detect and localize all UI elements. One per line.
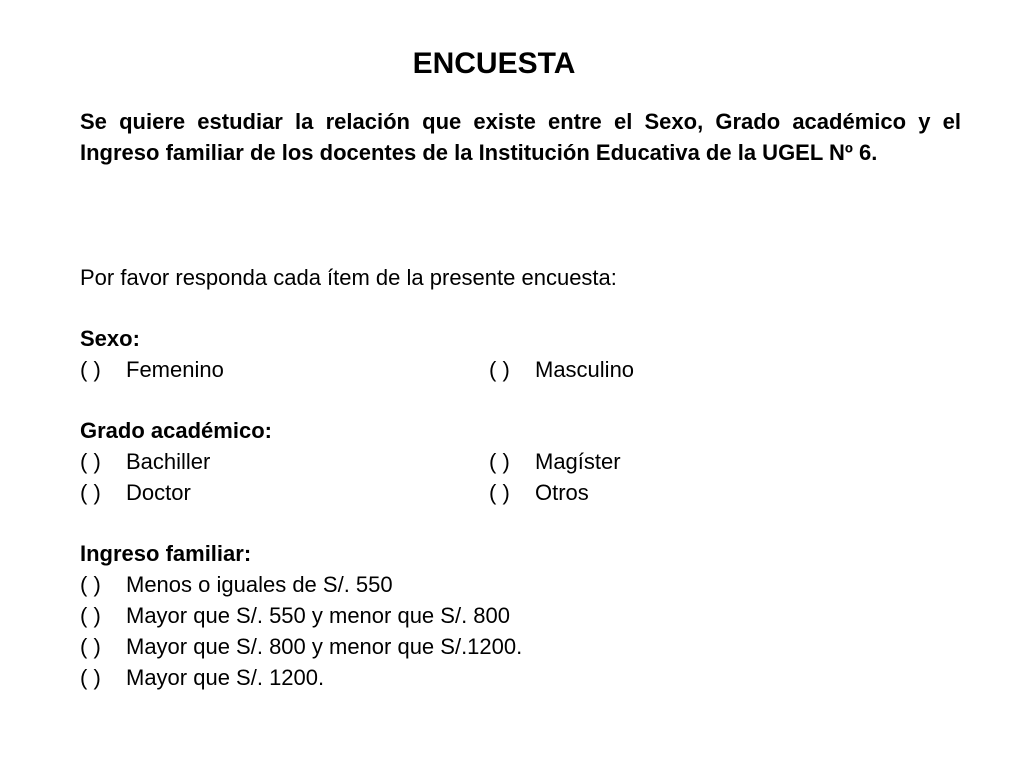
checkbox-marker[interactable]: ( ) (80, 480, 101, 505)
option-label: Masculino (535, 357, 635, 382)
checkbox-marker[interactable]: ( ) (80, 603, 101, 628)
checkbox-marker[interactable]: ( ) (80, 449, 101, 474)
checkbox-marker[interactable]: ( ) (489, 480, 510, 505)
instruction-text: Por favor responda cada ítem de la presente encuesta: (80, 265, 617, 290)
checkbox-marker[interactable]: ( ) (80, 357, 101, 382)
option-row (80, 354, 980, 385)
option-row (80, 631, 980, 662)
option-femenino[interactable] (80, 354, 489, 385)
option-bachiller[interactable] (80, 446, 489, 477)
checkbox-marker[interactable]: ( ) (80, 665, 101, 690)
section-heading-sexo: Sexo: (80, 326, 140, 351)
option-row (80, 477, 980, 508)
option-ingreso-4[interactable] (80, 662, 324, 693)
checkbox-marker[interactable]: ( ) (489, 449, 510, 474)
option-label: Otros (535, 480, 589, 505)
option-label: Mayor que S/. 1200. (126, 665, 325, 690)
option-label: Mayor que S/. 800 y menor que S/.1200. (126, 634, 523, 659)
section-heading-grado: Grado académico: (80, 418, 272, 443)
option-label: Menos o iguales de S/. 550 (126, 572, 393, 597)
option-label: Bachiller (126, 449, 211, 474)
option-ingreso-3[interactable] (80, 631, 522, 662)
checkbox-marker[interactable]: ( ) (80, 572, 101, 597)
option-label: Femenino (126, 357, 224, 382)
intro-paragraph: Se quiere estudiar la relación que existe entre el Sexo, Grado académico y el Ingreso familiar de los docentes de la Institución Educativa de la UGEL Nº 6. (80, 109, 961, 165)
option-otros[interactable] (489, 477, 589, 508)
section-heading-ingreso: Ingreso familiar: (80, 541, 252, 566)
option-ingreso-1[interactable] (80, 569, 393, 600)
option-row (80, 446, 980, 477)
option-label: Doctor (126, 480, 191, 505)
option-label: Mayor que S/. 550 y menor que S/. 800 (126, 603, 511, 628)
option-row (80, 600, 980, 631)
option-row (80, 569, 980, 600)
option-ingreso-2[interactable] (80, 600, 510, 631)
section-grado (80, 415, 980, 508)
page-title: ENCUESTA (412, 47, 576, 80)
option-doctor[interactable] (80, 477, 489, 508)
section-ingreso (80, 538, 980, 693)
checkbox-marker[interactable]: ( ) (489, 357, 510, 382)
checkbox-marker[interactable]: ( ) (80, 634, 101, 659)
option-label: Magíster (535, 449, 621, 474)
option-row (80, 662, 980, 693)
option-magister[interactable] (489, 446, 621, 477)
section-sexo (80, 323, 980, 385)
option-masculino[interactable] (489, 354, 634, 385)
